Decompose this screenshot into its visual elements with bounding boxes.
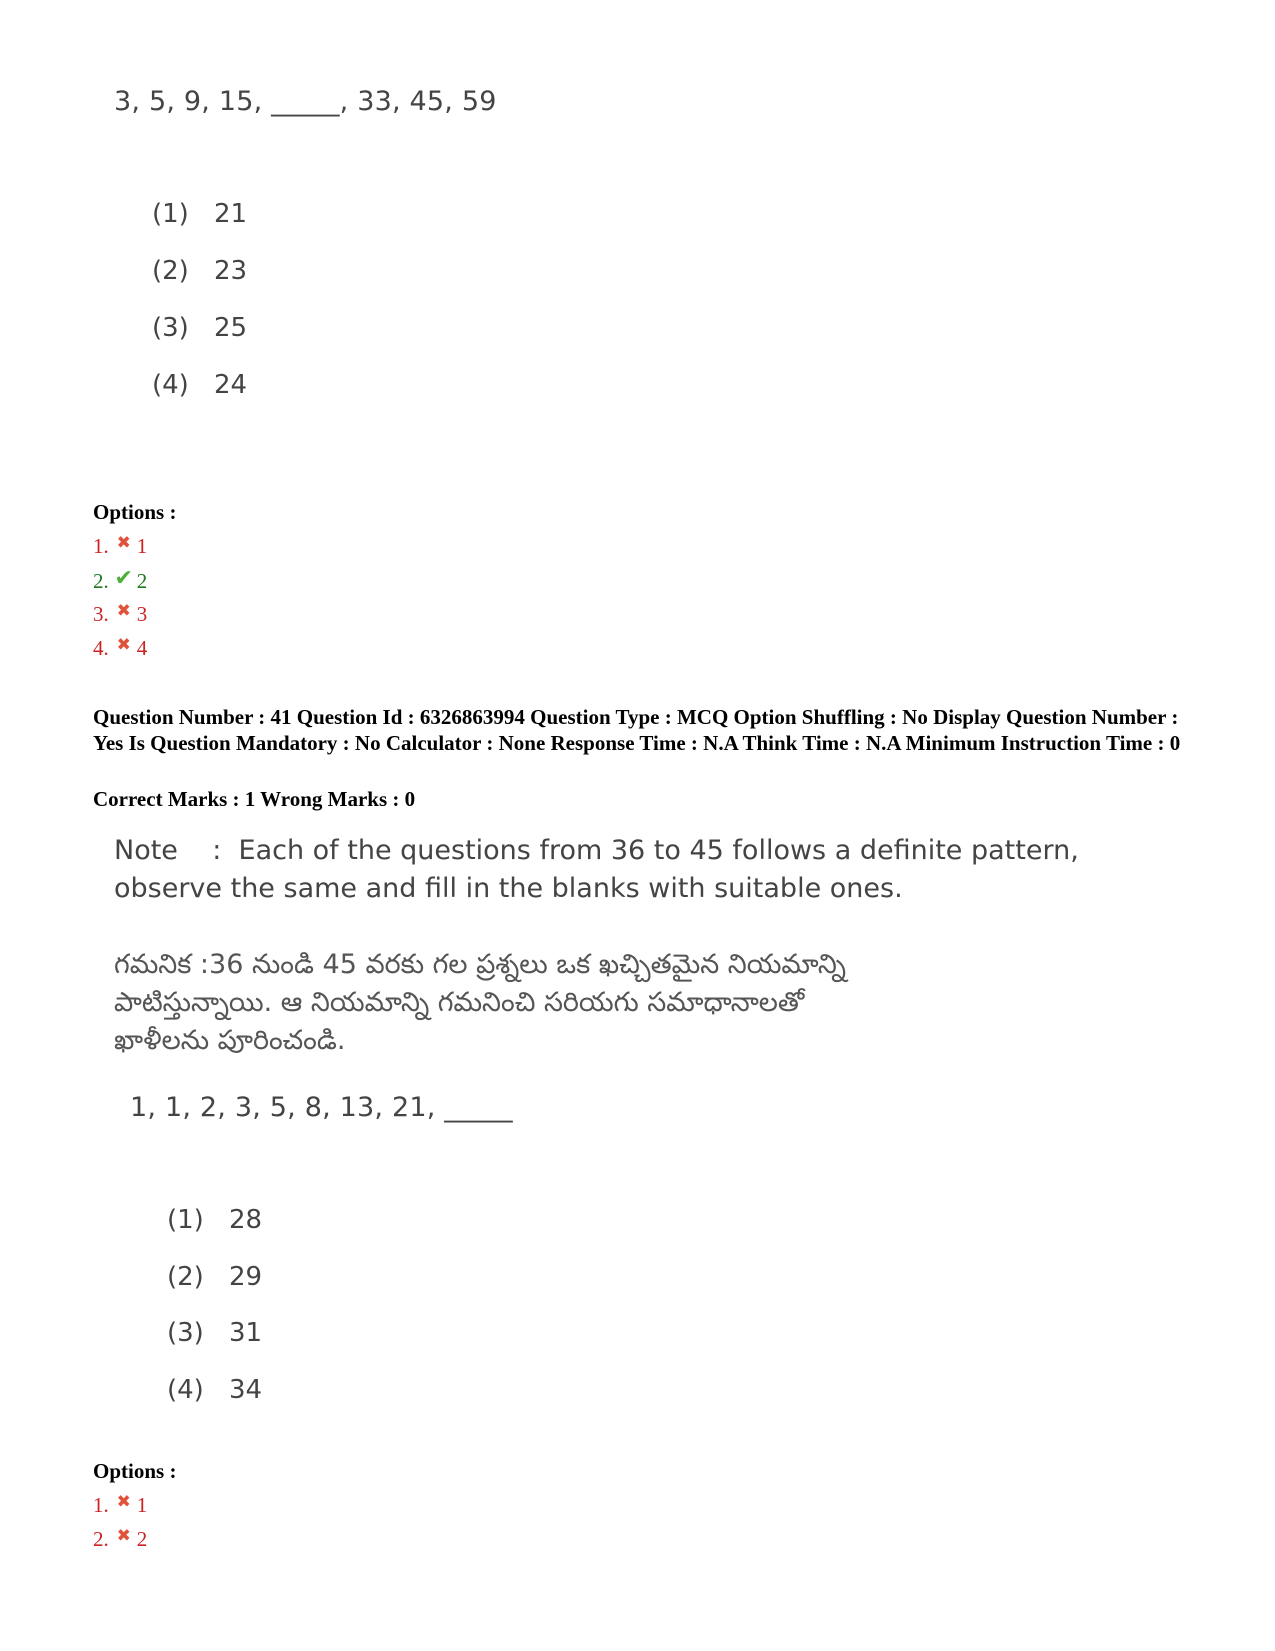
choice-number: (1) <box>167 1205 204 1235</box>
q40-option-4 <box>93 636 147 661</box>
choice-value: 29 <box>229 1262 263 1292</box>
cross-icon: ✖ <box>116 533 131 552</box>
q40-options-label: Options : <box>93 500 177 524</box>
q41-metadata: Question Number : 41 Question Id : 6326863994 Question Type : MCQ Option Shuffling : No Display Question Number : Yes Is Question Mandatory : No Calculator : None Response Time : N.A Think Time : N.A Minimum Instruction Time : 0 <box>93 705 1181 755</box>
q40-choice-3 <box>152 313 247 343</box>
q40-choice-4 <box>152 370 247 400</box>
note-line-2: observe the same and fill in the blanks with suitable ones. <box>114 873 903 904</box>
option-prefix: 3. <box>93 602 109 626</box>
q40-option-3 <box>93 602 147 627</box>
option-value: 1 <box>136 534 148 558</box>
option-prefix: 4. <box>93 636 109 660</box>
option-value: 2 <box>136 1527 148 1551</box>
q41-marks: Correct Marks : 1 Wrong Marks : 0 <box>93 787 416 811</box>
q40-sequence: 3, 5, 9, 15, _____, 33, 45, 59 <box>114 86 497 117</box>
q40-option-2 <box>93 565 148 594</box>
telugu-line-3: ఖాళీలను పూరించండి. <box>114 1025 346 1056</box>
q41-choice-3 <box>167 1318 262 1348</box>
q41-option-2 <box>93 1527 147 1552</box>
note-line-1: Note : Each of the questions from 36 to 45 follows a definite pattern, <box>114 835 1079 866</box>
choice-value: 31 <box>229 1318 263 1348</box>
cross-icon: ✖ <box>116 601 131 620</box>
option-prefix: 2. <box>93 1527 109 1551</box>
option-prefix: 1. <box>93 1493 109 1517</box>
choice-number: (1) <box>152 199 189 229</box>
q41-choice-4 <box>167 1375 262 1405</box>
choice-number: (4) <box>167 1375 204 1405</box>
choice-number: (3) <box>152 313 189 343</box>
choice-value: 23 <box>214 256 248 286</box>
choice-value: 34 <box>229 1375 263 1405</box>
q41-telugu-note <box>114 946 846 1060</box>
choice-value: 24 <box>214 370 248 400</box>
q41-choice-2 <box>167 1262 262 1292</box>
q41-choice-1 <box>167 1205 262 1235</box>
choice-value: 25 <box>214 313 248 343</box>
cross-icon: ✖ <box>116 1492 131 1511</box>
option-value: 4 <box>136 636 148 660</box>
choice-number: (2) <box>152 256 189 286</box>
option-prefix: 2. <box>93 569 109 593</box>
q41-sequence: 1, 1, 2, 3, 5, 8, 13, 21, _____ <box>130 1092 513 1123</box>
q40-option-1 <box>93 534 147 559</box>
telugu-line-2: పాటిస్తున్నాయి. ఆ నియమాన్ని గమనించి సరియగు సమాధానాలతో <box>114 987 805 1018</box>
choice-number: (2) <box>167 1262 204 1292</box>
check-icon: ✔ <box>114 565 133 590</box>
q41-options-label: Options : <box>93 1459 177 1483</box>
choice-number: (3) <box>167 1318 204 1348</box>
q41-option-1 <box>93 1493 147 1518</box>
q40-choice-2 <box>152 256 247 286</box>
cross-icon: ✖ <box>116 635 131 654</box>
cross-icon: ✖ <box>116 1526 131 1545</box>
choice-value: 21 <box>214 199 248 229</box>
choice-number: (4) <box>152 370 189 400</box>
choice-value: 28 <box>229 1205 263 1235</box>
option-prefix: 1. <box>93 534 109 558</box>
telugu-line-1: గమనిక :36 నుండి 45 వరకు గల ప్రశ్నలు ఒక ఖచ్చితమైన నియమాన్ని <box>114 949 846 980</box>
option-value: 1 <box>136 1493 148 1517</box>
q40-choice-1 <box>152 199 247 229</box>
q41-note <box>114 832 1079 908</box>
option-value: 3 <box>136 602 148 626</box>
option-value: 2 <box>136 569 148 593</box>
